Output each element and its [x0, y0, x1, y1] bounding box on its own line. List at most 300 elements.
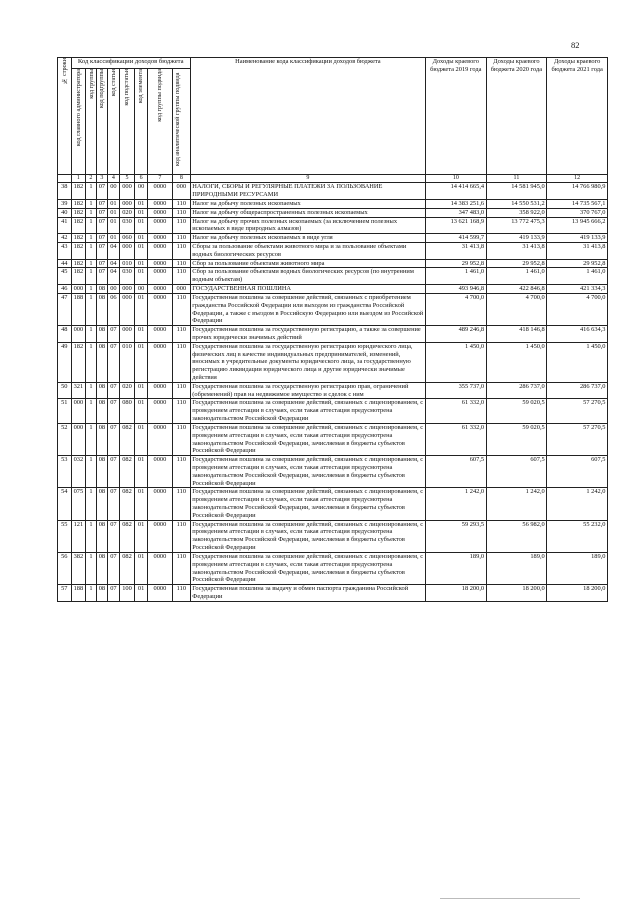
subarticle-code: 000: [119, 285, 135, 294]
revenue-2019: 347 483,0: [426, 208, 487, 217]
article-code: 06: [108, 293, 120, 325]
subarticle-code: 060: [119, 234, 135, 243]
element-code: 01: [135, 399, 148, 423]
admin-code: 382: [71, 552, 86, 584]
subarticle-code: 082: [119, 488, 135, 520]
revenue-2019: 607,5: [426, 456, 487, 488]
subtype-code: 0000: [147, 208, 172, 217]
subtype-code: 0000: [147, 382, 172, 399]
article-code: 07: [108, 342, 120, 382]
subgroup-code: 08: [96, 488, 108, 520]
subarticle-code: 082: [119, 552, 135, 584]
header-subarticle: код подстатьи: [119, 69, 135, 175]
admin-code: 182: [71, 342, 86, 382]
subgroup-code: 08: [96, 326, 108, 343]
revenue-name: Государственная пошлина за государственную регистрацию прав, ограничений (обременений) прав на недвижимое имущество и сделок с ним: [190, 382, 425, 399]
admin-code: 188: [71, 585, 86, 602]
subarticle-code: 020: [119, 208, 135, 217]
element-code: 01: [135, 259, 148, 268]
revenue-name: Государственная пошлина за государственную регистрацию юридического лица, физических лиц в качестве индивидуальных предпринимателей, изменений, вносимых в учредительные документы юридического лица, за государственную регистрацию ликвидации юридического лица и другие юридически значимые действия: [190, 342, 425, 382]
group-code: 1: [86, 199, 96, 208]
revenue-2021: 31 413,8: [547, 243, 608, 260]
table-row: [58, 326, 608, 343]
revenue-2020: 607,5: [486, 456, 547, 488]
subgroup-code: 07: [96, 259, 108, 268]
element-code: 01: [135, 423, 148, 455]
analytic-code: 110: [172, 208, 190, 217]
revenue-2021: 1 450,0: [547, 342, 608, 382]
row-number: 38: [58, 183, 72, 200]
group-code: 1: [86, 208, 96, 217]
table-row: [58, 423, 608, 455]
revenue-2021: 607,5: [547, 456, 608, 488]
admin-code: 000: [71, 399, 86, 423]
revenue-2021: 419 133,9: [547, 234, 608, 243]
analytic-code: 110: [172, 268, 190, 285]
analytic-code: 110: [172, 234, 190, 243]
revenue-2020: 59 020,5: [486, 423, 547, 455]
admin-code: 000: [71, 285, 86, 294]
table-row: [58, 199, 608, 208]
row-number: 49: [58, 342, 72, 382]
element-code: 00: [135, 285, 148, 294]
row-number: 54: [58, 488, 72, 520]
column-number: 5: [119, 175, 135, 183]
table-row: [58, 259, 608, 268]
row-number: 56: [58, 552, 72, 584]
group-code: 1: [86, 382, 96, 399]
header-subgroup: код подгруппы: [96, 69, 108, 175]
header-subtype: код группы подвида: [147, 69, 172, 175]
subtype-code: 0000: [147, 259, 172, 268]
article-code: 01: [108, 199, 120, 208]
subtype-code: 0000: [147, 585, 172, 602]
revenue-2021: 189,0: [547, 552, 608, 584]
subtype-code: 0000: [147, 342, 172, 382]
column-number: 6: [135, 175, 148, 183]
group-code: 1: [86, 268, 96, 285]
revenue-2019: 493 946,8: [426, 285, 487, 294]
column-number: 10: [426, 175, 487, 183]
revenue-2019: 61 332,0: [426, 423, 487, 455]
element-code: 01: [135, 585, 148, 602]
subgroup-code: 08: [96, 585, 108, 602]
revenue-2019: 189,0: [426, 552, 487, 584]
subgroup-code: 07: [96, 234, 108, 243]
subarticle-code: 082: [119, 520, 135, 552]
table-row: [58, 456, 608, 488]
article-code: 07: [108, 585, 120, 602]
revenue-name: Государственная пошлина за совершение действий, связанных с лицензированием, с проведением аттестации в случаях, если такая аттестация предусмотрена законодательством Российской Федерации, зачисляемая в бюджеты субъектов Российской Федерации: [190, 520, 425, 552]
article-code: 07: [108, 552, 120, 584]
element-code: 01: [135, 520, 148, 552]
analytic-code: 110: [172, 342, 190, 382]
analytic-code: 110: [172, 293, 190, 325]
analytic-code: 110: [172, 585, 190, 602]
row-number: 57: [58, 585, 72, 602]
revenue-2019: 355 737,0: [426, 382, 487, 399]
element-code: 01: [135, 268, 148, 285]
subarticle-code: 000: [119, 183, 135, 200]
analytic-code: 110: [172, 423, 190, 455]
revenue-name: НАЛОГИ, СБОРЫ И РЕГУЛЯРНЫЕ ПЛАТЕЖИ ЗА ПОЛЬЗОВАНИЕ ПРИРОДНЫМИ РЕСУРСАМИ: [190, 183, 425, 200]
revenue-name: ГОСУДАРСТВЕННАЯ ПОШЛИНА: [190, 285, 425, 294]
subtype-code: 0000: [147, 243, 172, 260]
subarticle-code: 000: [119, 199, 135, 208]
column-number: [58, 175, 72, 183]
revenue-name: Государственная пошлина за выдачу и обмен паспорта гражданина Российской Федерации: [190, 585, 425, 602]
subtype-code: 0000: [147, 552, 172, 584]
revenue-2020: 418 146,8: [486, 326, 547, 343]
revenue-2020: 4 700,0: [486, 293, 547, 325]
analytic-code: 110: [172, 217, 190, 234]
column-number-row: [58, 175, 608, 183]
element-code: 01: [135, 243, 148, 260]
analytic-code: 110: [172, 399, 190, 423]
row-number: 46: [58, 285, 72, 294]
table-row: [58, 382, 608, 399]
subarticle-code: 082: [119, 456, 135, 488]
article-code: 04: [108, 243, 120, 260]
revenue-name: Налог на добычу полезных ископаемых в виде угля: [190, 234, 425, 243]
header-2019: Доходы краевого бюджета 2019 года: [426, 58, 487, 175]
admin-code: 182: [71, 234, 86, 243]
revenue-2019: 414 599,7: [426, 234, 487, 243]
revenue-2021: 18 200,0: [547, 585, 608, 602]
revenue-2019: 489 246,8: [426, 326, 487, 343]
row-number: 39: [58, 199, 72, 208]
header-row-group: [58, 58, 608, 69]
revenue-2019: 31 413,8: [426, 243, 487, 260]
revenue-name: Государственная пошлина за совершение действий, связанных с лицензированием, с проведением аттестации в случаях, если такая аттестация предусмотрена законодательством Российской Федерации, зачисляемая в бюджеты субъектов Российской Федерации: [190, 552, 425, 584]
admin-code: 032: [71, 456, 86, 488]
revenue-2019: 1 242,0: [426, 488, 487, 520]
group-code: 1: [86, 520, 96, 552]
row-number: 41: [58, 217, 72, 234]
column-number: 2: [86, 175, 96, 183]
table-row: [58, 520, 608, 552]
group-code: 1: [86, 243, 96, 260]
subtype-code: 0000: [147, 268, 172, 285]
article-code: 07: [108, 399, 120, 423]
article-code: 07: [108, 520, 120, 552]
revenue-2019: 59 293,5: [426, 520, 487, 552]
admin-code: 188: [71, 293, 86, 325]
revenue-name: Государственная пошлина за государственную регистрацию, а также за совершение прочих юридически значимых действий: [190, 326, 425, 343]
subgroup-code: 07: [96, 199, 108, 208]
admin-code: 000: [71, 423, 86, 455]
subarticle-code: 000: [119, 326, 135, 343]
revenue-2020: 14 550 531,2: [486, 199, 547, 208]
header-group: код группы: [86, 69, 96, 175]
row-number: 50: [58, 382, 72, 399]
admin-code: 182: [71, 199, 86, 208]
row-number: 40: [58, 208, 72, 217]
subarticle-code: 030: [119, 217, 135, 234]
analytic-code: 000: [172, 183, 190, 200]
element-code: 01: [135, 217, 148, 234]
admin-code: 121: [71, 520, 86, 552]
table-row: [58, 183, 608, 200]
subtype-code: 0000: [147, 199, 172, 208]
revenue-2019: 1 461,0: [426, 268, 487, 285]
revenue-2020: 14 581 945,0: [486, 183, 547, 200]
revenue-2020: 189,0: [486, 552, 547, 584]
table-row: [58, 488, 608, 520]
row-number: 52: [58, 423, 72, 455]
article-code: 01: [108, 208, 120, 217]
column-number: 3: [96, 175, 108, 183]
analytic-code: 110: [172, 520, 190, 552]
subarticle-code: 030: [119, 268, 135, 285]
revenue-2019: 29 952,8: [426, 259, 487, 268]
revenue-2021: 13 945 666,2: [547, 217, 608, 234]
element-code: 01: [135, 208, 148, 217]
element-code: 01: [135, 456, 148, 488]
revenue-2020: 59 020,5: [486, 399, 547, 423]
subgroup-code: 08: [96, 399, 108, 423]
admin-code: 182: [71, 217, 86, 234]
subarticle-code: 100: [119, 585, 135, 602]
revenue-2021: 14 766 980,9: [547, 183, 608, 200]
column-number: 9: [190, 175, 425, 183]
column-number: 4: [108, 175, 120, 183]
subgroup-code: 07: [96, 268, 108, 285]
header-article: код статьи: [108, 69, 120, 175]
revenue-name: Налог на добычу общераспространенных полезных ископаемых: [190, 208, 425, 217]
header-2021: Доходы краевого бюджета 2021 года: [547, 58, 608, 175]
row-number: 43: [58, 243, 72, 260]
column-number: 1: [71, 175, 86, 183]
admin-code: 000: [71, 326, 86, 343]
header-analytic: код аналитической группы подвида: [172, 69, 190, 175]
element-code: 01: [135, 234, 148, 243]
subarticle-code: 082: [119, 423, 135, 455]
subtype-code: 0000: [147, 217, 172, 234]
header-admin: код главного администратора: [71, 69, 86, 175]
revenue-2019: 13 621 168,9: [426, 217, 487, 234]
subgroup-code: 08: [96, 456, 108, 488]
revenue-2020: 358 922,0: [486, 208, 547, 217]
subarticle-code: 010: [119, 259, 135, 268]
row-number: 47: [58, 293, 72, 325]
element-code: 00: [135, 183, 148, 200]
column-number: 12: [547, 175, 608, 183]
revenue-2021: 421 334,3: [547, 285, 608, 294]
subtype-code: 0000: [147, 234, 172, 243]
row-number: 44: [58, 259, 72, 268]
revenue-2019: 14 414 665,4: [426, 183, 487, 200]
group-code: 1: [86, 585, 96, 602]
table-row: [58, 208, 608, 217]
subgroup-code: 07: [96, 243, 108, 260]
header-name: Наименование кода классификации доходов бюджета: [190, 58, 425, 175]
subgroup-code: 08: [96, 552, 108, 584]
admin-code: 182: [71, 243, 86, 260]
revenue-2019: 1 450,0: [426, 342, 487, 382]
column-number: 8: [172, 175, 190, 183]
revenue-2020: 1 461,0: [486, 268, 547, 285]
revenue-2021: 286 737,0: [547, 382, 608, 399]
group-code: 1: [86, 217, 96, 234]
revenue-name: Налог на добычу полезных ископаемых: [190, 199, 425, 208]
subarticle-code: 080: [119, 399, 135, 423]
element-code: 01: [135, 293, 148, 325]
article-code: 07: [108, 382, 120, 399]
subtype-code: 0000: [147, 488, 172, 520]
admin-code: 075: [71, 488, 86, 520]
header-2020: Доходы краевого бюджета 2020 года: [486, 58, 547, 175]
subtype-code: 0000: [147, 293, 172, 325]
element-code: 01: [135, 326, 148, 343]
subarticle-code: 000: [119, 243, 135, 260]
revenue-2020: 56 982,0: [486, 520, 547, 552]
element-code: 01: [135, 342, 148, 382]
element-code: 01: [135, 199, 148, 208]
group-code: 1: [86, 399, 96, 423]
column-number: 7: [147, 175, 172, 183]
header-row-no: № строки: [58, 58, 72, 175]
subgroup-code: 08: [96, 520, 108, 552]
table-row: [58, 285, 608, 294]
revenue-2020: 1 450,0: [486, 342, 547, 382]
revenue-2021: 1 461,0: [547, 268, 608, 285]
article-code: 00: [108, 285, 120, 294]
group-code: 1: [86, 259, 96, 268]
element-code: 01: [135, 552, 148, 584]
analytic-code: 110: [172, 382, 190, 399]
revenue-name: Государственная пошлина за совершение действий, связанных с лицензированием, с проведением аттестации в случаях, если такая аттестация предусмотрена законодательством Российской Федерации, зачисляемая в бюджеты субъектов Российской Федерации: [190, 488, 425, 520]
revenue-2021: 1 242,0: [547, 488, 608, 520]
analytic-code: 110: [172, 552, 190, 584]
subtype-code: 0000: [147, 423, 172, 455]
revenue-2020: 18 200,0: [486, 585, 547, 602]
subgroup-code: 08: [96, 382, 108, 399]
subtype-code: 0000: [147, 285, 172, 294]
revenue-name: Государственная пошлина за совершение действий, связанных с лицензированием, с проведением аттестации в случаях, если такая аттестация предусмотрена законодательством Российской Федерации, зачисляемая в бюджеты субъектов Российской Федерации: [190, 423, 425, 455]
admin-code: 182: [71, 208, 86, 217]
article-code: 07: [108, 456, 120, 488]
subarticle-code: 020: [119, 382, 135, 399]
table-row: [58, 585, 608, 602]
subarticle-code: 000: [119, 293, 135, 325]
analytic-code: 000: [172, 285, 190, 294]
row-number: 53: [58, 456, 72, 488]
article-code: 07: [108, 488, 120, 520]
article-code: 00: [108, 183, 120, 200]
revenue-name: Сборы за пользование объектами животного мира и за пользование объектами водных биологических ресурсов: [190, 243, 425, 260]
group-code: 1: [86, 456, 96, 488]
scan-edge-line: [440, 898, 580, 899]
revenue-2020: 286 737,0: [486, 382, 547, 399]
revenue-2021: 55 232,0: [547, 520, 608, 552]
subtype-code: 0000: [147, 399, 172, 423]
revenue-2019: 61 332,0: [426, 399, 487, 423]
subtype-code: 0000: [147, 183, 172, 200]
revenue-2021: 57 270,5: [547, 423, 608, 455]
revenue-2020: 31 413,8: [486, 243, 547, 260]
subtype-code: 0000: [147, 456, 172, 488]
admin-code: 182: [71, 259, 86, 268]
table-row: [58, 342, 608, 382]
table-row: [58, 293, 608, 325]
revenue-2020: 13 772 475,3: [486, 217, 547, 234]
subgroup-code: 08: [96, 423, 108, 455]
subgroup-code: 08: [96, 342, 108, 382]
element-code: 01: [135, 488, 148, 520]
group-code: 1: [86, 234, 96, 243]
revenue-name: Государственная пошлина за совершение действий, связанных с приобретением гражданства Российской Федерации или выходом из гражданства Российской Федерации, а также с въездом в Российскую Федерацию или выездом из Российской Федерации: [190, 293, 425, 325]
subgroup-code: 07: [96, 183, 108, 200]
subarticle-code: 010: [119, 342, 135, 382]
revenue-2020: 29 952,8: [486, 259, 547, 268]
table-row: [58, 217, 608, 234]
revenue-2021: 29 952,8: [547, 259, 608, 268]
row-number: 51: [58, 399, 72, 423]
page-number: 82: [571, 40, 580, 50]
analytic-code: 110: [172, 259, 190, 268]
analytic-code: 110: [172, 488, 190, 520]
article-code: 04: [108, 268, 120, 285]
admin-code: 182: [71, 268, 86, 285]
revenue-2020: 1 242,0: [486, 488, 547, 520]
revenue-2021: 416 634,3: [547, 326, 608, 343]
revenue-name: Сбор за пользование объектами животного мира: [190, 259, 425, 268]
subgroup-code: 07: [96, 208, 108, 217]
table-row: [58, 243, 608, 260]
article-code: 01: [108, 217, 120, 234]
admin-code: 182: [71, 183, 86, 200]
revenue-2021: 370 767,0: [547, 208, 608, 217]
analytic-code: 110: [172, 243, 190, 260]
analytic-code: 110: [172, 456, 190, 488]
table-body: [58, 175, 608, 602]
header-code-group: Код классификации доходов бюджета: [71, 58, 190, 69]
revenue-2021: 57 270,5: [547, 399, 608, 423]
header-element: код элемента: [135, 69, 148, 175]
subgroup-code: 08: [96, 285, 108, 294]
group-code: 1: [86, 293, 96, 325]
table-row: [58, 234, 608, 243]
row-number: 48: [58, 326, 72, 343]
revenue-2021: 14 735 567,1: [547, 199, 608, 208]
row-number: 42: [58, 234, 72, 243]
subgroup-code: 08: [96, 293, 108, 325]
group-code: 1: [86, 342, 96, 382]
subgroup-code: 07: [96, 217, 108, 234]
column-number: 11: [486, 175, 547, 183]
row-number: 55: [58, 520, 72, 552]
element-code: 01: [135, 382, 148, 399]
analytic-code: 110: [172, 326, 190, 343]
group-code: 1: [86, 285, 96, 294]
revenue-2020: 422 846,8: [486, 285, 547, 294]
row-number: 45: [58, 268, 72, 285]
revenue-name: Государственная пошлина за совершение действий, связанных с лицензированием, с проведением аттестации в случаях, если такая аттестация предусмотрена законодательством Российской Федерации, зачисляемая в бюджеты субъектов Российской Федерации: [190, 456, 425, 488]
revenue-2021: 4 700,0: [547, 293, 608, 325]
revenue-2019: 14 383 251,6: [426, 199, 487, 208]
article-code: 04: [108, 259, 120, 268]
group-code: 1: [86, 488, 96, 520]
table-row: [58, 552, 608, 584]
revenue-name: Сбор за пользование объектами водных биологических ресурсов (по внутренним водным объектам): [190, 268, 425, 285]
group-code: 1: [86, 552, 96, 584]
group-code: 1: [86, 423, 96, 455]
article-code: 07: [108, 326, 120, 343]
revenue-name: Государственная пошлина за совершение действий, связанных с лицензированием, с проведением аттестации в случаях, если такая аттестация предусмотрена законодательством Российской Федерации: [190, 399, 425, 423]
table-row: [58, 268, 608, 285]
group-code: 1: [86, 183, 96, 200]
